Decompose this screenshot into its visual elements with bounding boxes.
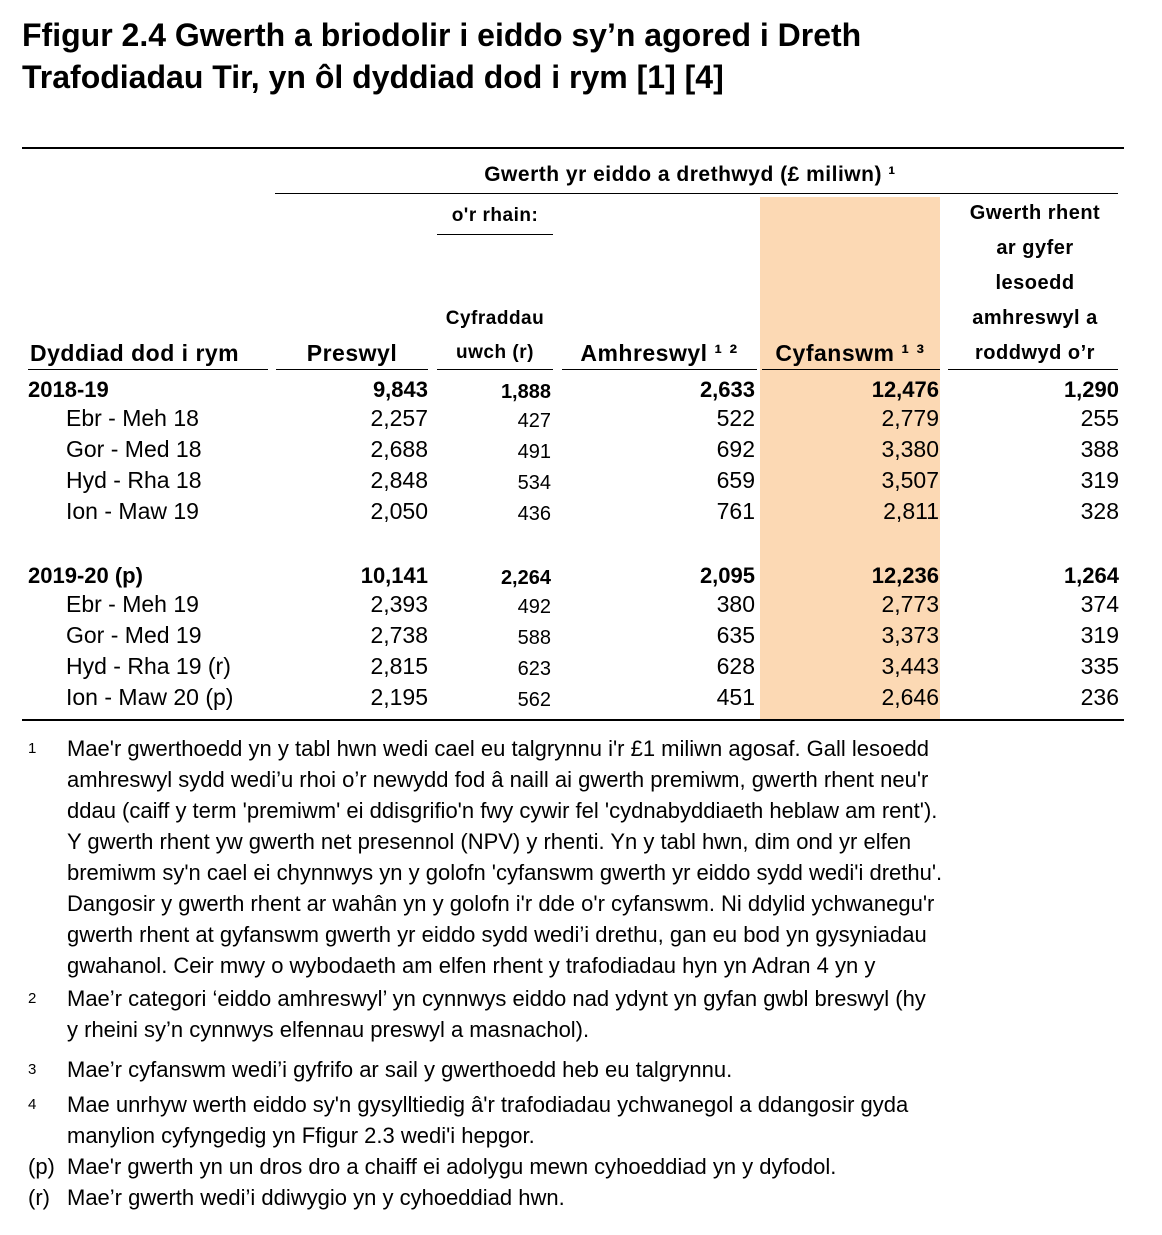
nonresidential-value: 2,633 [699, 377, 755, 402]
residential-value: 2,848 [370, 467, 428, 493]
higher-rates-value: 436 [517, 503, 551, 525]
footnote-text [67, 983, 1127, 1045]
higher-rates-value: 588 [517, 627, 551, 649]
rent-value: 319 [1080, 622, 1119, 648]
residential-value: 10,141 [360, 563, 428, 588]
footnote-1 [0, 733, 1162, 981]
higher-rates-value: 1,888 [500, 381, 551, 403]
higher-rates-header-line-1: Cyfraddau [445, 308, 545, 329]
footnote-text [67, 1089, 1127, 1151]
higher-rates-value: 491 [517, 441, 551, 463]
footnote-line: amhreswyl sydd wedi’u rhoi o’r newydd fod â naill ai gwerth premiwm, gwerth rhent neu'r [67, 767, 929, 792]
footnote-line: bremiwm sy'n cael ei chynnwys yn y golofn 'cyfanswm gwerth yr eiddo sydd wedi'i drethu'. [67, 860, 943, 885]
footnote-provisional [0, 1151, 1162, 1182]
table-row [0, 434, 1162, 465]
table-row [0, 620, 1162, 651]
total-value: 3,507 [881, 467, 939, 493]
rent-header-line-2: ar gyfer [996, 237, 1074, 259]
footnote-mark: (p) [28, 1154, 55, 1179]
residential-value: 9,843 [372, 377, 428, 402]
residential-value: 2,815 [370, 653, 428, 679]
higher-rates-value: 562 [517, 689, 551, 711]
nonresidential-column-header: Amhreswyl ¹ ² [580, 340, 738, 366]
higher-rates-value: 427 [517, 410, 551, 432]
higher-rates-value: 492 [517, 596, 551, 618]
table-row [0, 465, 1162, 496]
table-row [0, 560, 1162, 591]
table-row [0, 589, 1162, 620]
higher-rates-value: 2,264 [500, 567, 551, 589]
nonresidential-value: 659 [716, 467, 755, 493]
table-row [0, 682, 1162, 713]
row-label: Ebr - Meh 19 [66, 591, 199, 617]
group-header-rule [275, 193, 1118, 194]
footnote-line: ddau (caiff y term 'premiwm' ei ddisgrifio'n fwy cywir fel 'cydnabyddiaeth heblaw am rent'). [67, 798, 938, 823]
nonresidential-value: 2,095 [699, 563, 755, 588]
footnote-text [67, 733, 1127, 981]
table-row [0, 496, 1162, 527]
table-row [0, 403, 1162, 434]
rent-value: 319 [1080, 467, 1119, 493]
nonresidential-value: 761 [716, 498, 755, 524]
row-label: Gor - Med 19 [66, 622, 202, 648]
total-column-header: Cyfanswm ¹ ³ [775, 340, 925, 366]
footnote-mark: (r) [28, 1185, 50, 1210]
total-value: 3,443 [881, 653, 939, 679]
rent-value: 236 [1080, 684, 1119, 710]
rent-value: 374 [1080, 591, 1119, 617]
row-label: Ion - Maw 19 [66, 498, 199, 524]
rent-value: 1,290 [1063, 377, 1119, 402]
total-value: 2,779 [881, 405, 939, 431]
row-label: Hyd - Rha 18 [66, 467, 202, 493]
row-label: Ebr - Meh 18 [66, 405, 199, 431]
footnote-3 [0, 1054, 1162, 1085]
footnote-line: Mae’r categori ‘eiddo amhreswyl’ yn cynnwys eiddo nad ydynt yn gyfan gwbl breswyl (hy [67, 986, 926, 1011]
footnote-text: Mae’r gwerth wedi’i ddiwygio yn y cyhoeddiad hwn. [67, 1185, 565, 1210]
row-label: Gor - Med 18 [66, 436, 202, 462]
group-header: Gwerth yr eiddo a drethwyd (£ miliwn) ¹ [484, 163, 896, 186]
rent-value: 1,264 [1063, 563, 1119, 588]
date-column-header: Dyddiad dod i rym [30, 340, 240, 366]
higher-rates-value: 534 [517, 472, 551, 494]
footnote-line: Dangosir y gwerth rhent ar wahân yn y golofn i'r dde o'r cyfanswm. Ni ddylid ychwanegu'r [67, 891, 935, 916]
table-row [0, 374, 1162, 405]
rent-value: 335 [1080, 653, 1119, 679]
date-header-underline [28, 369, 268, 370]
rent-value: 255 [1080, 405, 1119, 431]
footnote-revised [0, 1182, 1162, 1213]
footnote-line: Mae’r cyfanswm wedi’i gyfrifo ar sail y gwerthoedd heb eu talgrynnu. [67, 1057, 733, 1082]
residential-value: 2,393 [370, 591, 428, 617]
footnote-4 [0, 1089, 1162, 1151]
footnote-number: 2 [28, 990, 37, 1007]
total-value: 12,236 [871, 563, 939, 588]
row-label: Ion - Maw 20 (p) [66, 684, 234, 710]
nonresidential-value: 451 [716, 684, 755, 710]
nonresidential-value: 635 [716, 622, 755, 648]
figure-title-line-2: Trafodiadau Tir, yn ôl dyddiad dod i rym [1] [4] [22, 59, 724, 95]
residential-value: 2,195 [370, 684, 428, 710]
higher-rates-header-line-2: uwch (r) [456, 342, 534, 363]
nonresidential-value: 692 [716, 436, 755, 462]
row-label: 2018-19 [28, 377, 109, 402]
rent-header-line-3: lesoedd [995, 272, 1075, 294]
footnote-text: Mae'r gwerth yn un dros dro a chaiff ei adolygu mewn cyhoeddiad yn y dyfodol. [67, 1154, 837, 1179]
total-value: 12,476 [871, 377, 939, 402]
rent-header-line-1: Gwerth rhent [969, 202, 1101, 224]
total-value: 2,773 [881, 591, 939, 617]
higher-rates-value: 623 [517, 658, 551, 680]
of-which-rule [437, 234, 553, 235]
footnote-line: gwahanol. Ceir mwy o wybodaeth am elfen rhent y trafodiadau hyn yn Adran 4 yn y [67, 953, 876, 978]
footnote-2 [0, 983, 1162, 1045]
table-top-rule [22, 147, 1124, 149]
footnote-number: 4 [28, 1096, 37, 1113]
figure-title-line-1: Ffigur 2.4 Gwerth a briodolir i eiddo sy’n agored i Dreth [22, 17, 862, 53]
rent-header-line-4: amhreswyl a [972, 307, 1098, 329]
total-value: 2,811 [883, 498, 939, 524]
residential-header-underline [276, 369, 428, 370]
row-label: Hyd - Rha 19 (r) [66, 653, 231, 679]
rent-value: 388 [1080, 436, 1119, 462]
nonresidential-value: 380 [716, 591, 755, 617]
rent-header-underline [948, 369, 1118, 370]
footnote-text [67, 1054, 1127, 1085]
total-value: 3,380 [881, 436, 939, 462]
residential-value: 2,257 [370, 405, 428, 431]
table-row [0, 651, 1162, 682]
footnote-line: Y gwerth rhent yw gwerth net presennol (NPV) y rhenti. Yn y tabl hwn, dim ond yr elfen [67, 829, 912, 854]
figure-title [22, 14, 1132, 98]
footnote-line: gwerth rhent at gyfanswm gwerth yr eiddo sydd wedi’i drethu, gan eu bod yn gysyniadau [67, 922, 927, 947]
rent-value: 328 [1080, 498, 1119, 524]
footnote-line: y rheini sy’n cynnwys elfennau preswyl a masnachol). [67, 1017, 590, 1042]
residential-column-header: Preswyl [306, 340, 398, 366]
total-value: 2,646 [881, 684, 939, 710]
higher-rates-header-underline [437, 369, 553, 370]
footnote-line: Mae unrhyw werth eiddo sy'n gysylltiedig â'r trafodiadau ychwanegol a ddangosir gyda [67, 1092, 909, 1117]
residential-value: 2,050 [370, 498, 428, 524]
footnote-number: 1 [28, 740, 37, 757]
nonresidential-value: 522 [716, 405, 755, 431]
rent-header-line-5: roddwyd o’r [975, 342, 1095, 364]
nonresidential-value: 628 [716, 653, 755, 679]
table-bottom-rule [22, 719, 1124, 721]
footnote-number: 3 [28, 1061, 37, 1078]
footnote-line: manylion cyfyngedig yn Ffigur 2.3 wedi'i hepgor. [67, 1123, 535, 1148]
total-value: 3,373 [881, 622, 939, 648]
row-label: 2019-20 (p) [28, 563, 143, 588]
residential-value: 2,738 [370, 622, 428, 648]
residential-value: 2,688 [370, 436, 428, 462]
of-which-label: o'r rhain: [451, 205, 539, 226]
nonresidential-header-underline [562, 369, 757, 370]
total-header-underline [762, 369, 940, 370]
footnote-line: Mae'r gwerthoedd yn y tabl hwn wedi cael eu talgrynnu i'r £1 miliwn agosaf. Gall lesoedd [67, 736, 929, 761]
